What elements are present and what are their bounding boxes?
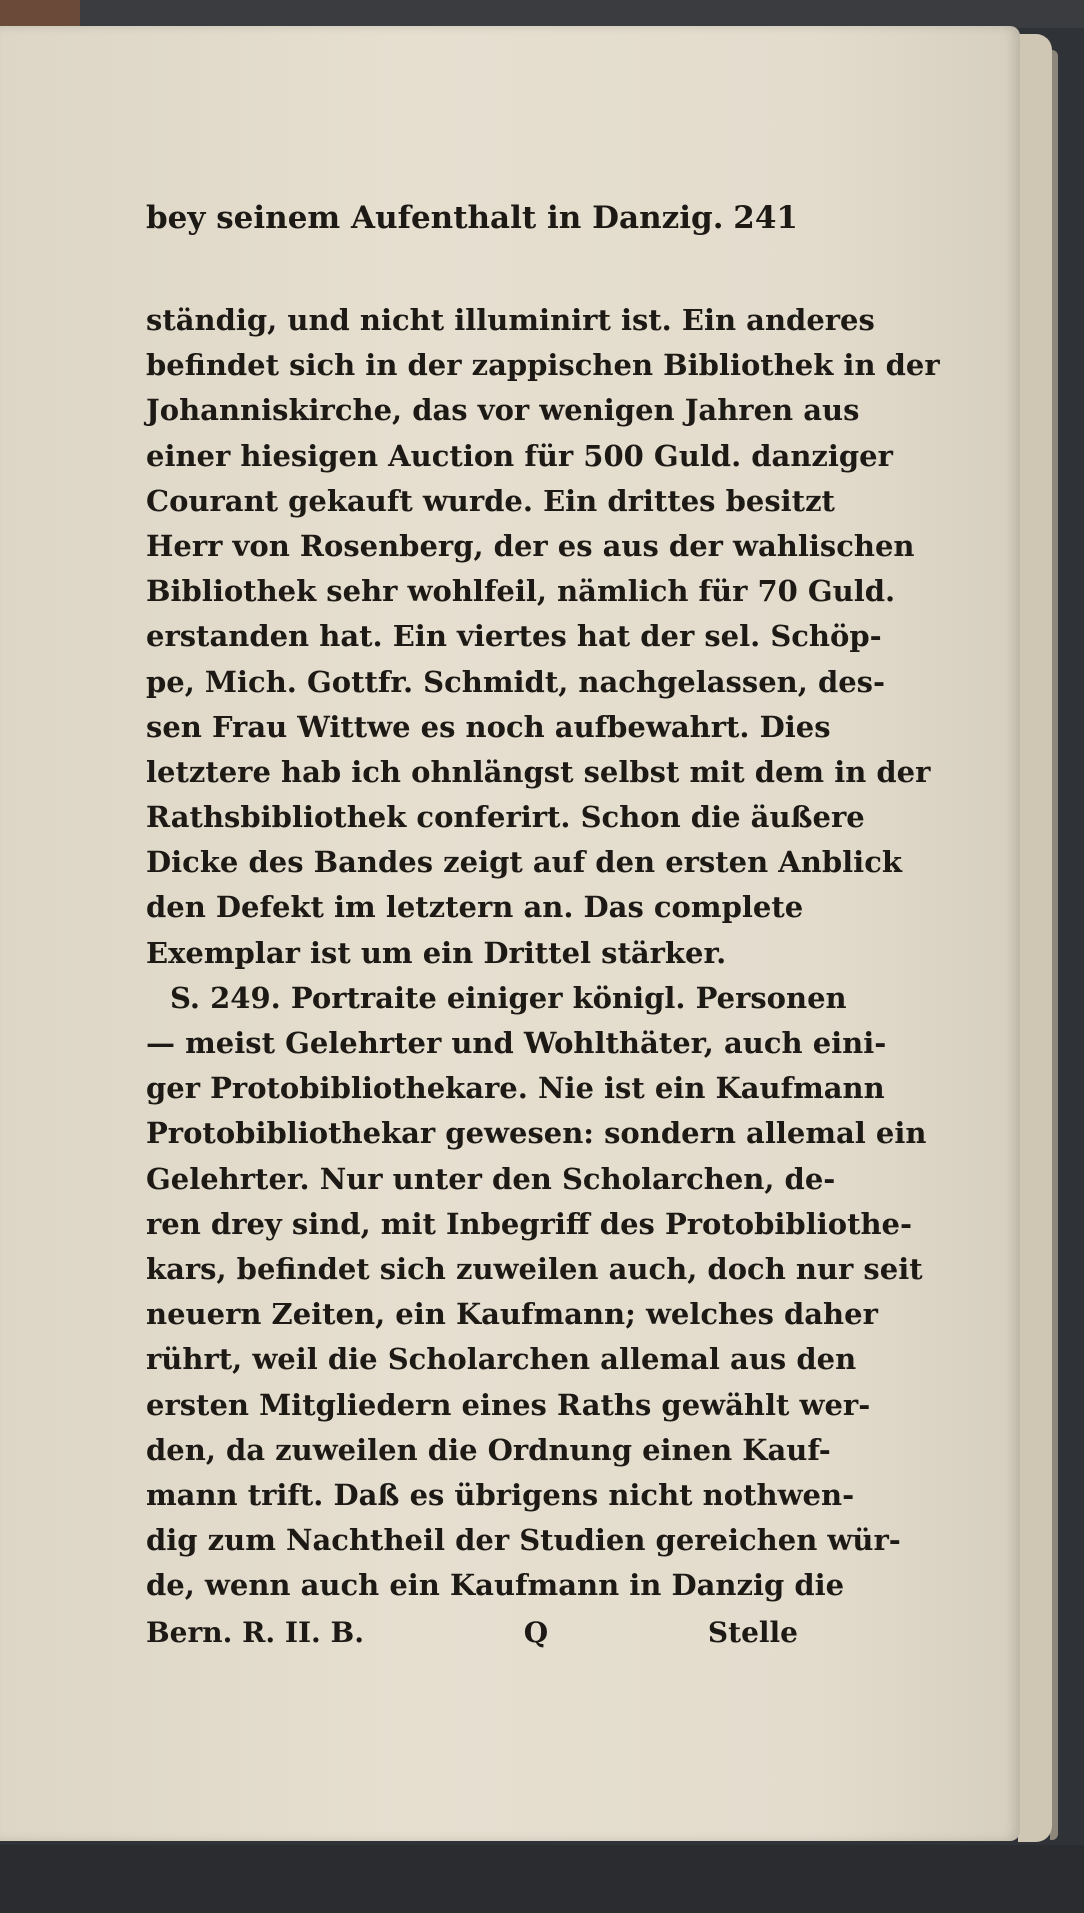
page-body-text	[146, 298, 940, 1608]
scanner-background-bottom	[0, 1845, 1084, 1913]
text-line: erstanden hat. Ein viertes hat der sel. Schöp-	[146, 619, 882, 654]
text-line: mann trift. Daß es übrigens nicht nothwen-	[146, 1477, 855, 1512]
gathering-letter: Q	[523, 1616, 549, 1649]
text-line: kars, befindet sich zuweilen auch, doch nur seit	[146, 1251, 923, 1286]
text-line: de, wenn auch ein Kaufmann in Danzig die	[146, 1568, 845, 1603]
text-line: Johanniskirche, das vor wenigen Jahren aus	[146, 393, 860, 428]
text-line: ger Protobibliothekare. Nie ist ein Kaufmann	[146, 1071, 885, 1106]
text-line: befindet sich in der zappischen Bibliothek in der	[146, 348, 940, 383]
text-line: — meist Gelehrter und Wohlthäter, auch eini-	[146, 1026, 887, 1060]
text-line: Protobibliothekar gewesen: sondern allemal ein	[146, 1116, 927, 1151]
text-line: ersten Mitgliedern eines Raths gewählt wer-	[146, 1387, 871, 1422]
page-number: 241	[733, 200, 798, 236]
text-line: ren drey sind, mit Inbegriff des Protobibliothe-	[146, 1206, 913, 1241]
text-line: Exemplar ist um ein Drittel stärker.	[146, 935, 727, 970]
text-line: Rathsbibliothek conferirt. Schon die äußere	[146, 800, 865, 835]
text-line: letztere hab ich ohnlängst selbst mit dem in der	[146, 754, 931, 789]
text-line: Herr von Rosenberg, der es aus der wahlischen	[146, 528, 915, 563]
text-line: einer hiesigen Auction für 500 Guld. danziger	[146, 438, 893, 473]
text-line: den, da zuweilen die Ordnung einen Kauf-	[146, 1432, 831, 1467]
text-line: den Defekt im letztern an. Das complete	[146, 890, 804, 925]
running-title: bey seinem Aufenthalt in Danzig.	[146, 200, 724, 236]
running-header	[146, 200, 798, 236]
text-line: Bibliothek sehr wohlfeil, nämlich für 70 Guld.	[146, 574, 896, 609]
text-line: neuern Zeiten, ein Kaufmann; welches daher	[146, 1297, 878, 1332]
text-line: sen Frau Wittwe es noch aufbewahrt. Dies	[146, 709, 831, 744]
text-line: pe, Mich. Gottfr. Schmidt, nachgelassen, des-	[146, 664, 886, 699]
text-line: ständig, und nicht illuminirt ist. Ein anderes	[146, 303, 875, 337]
text-line: S. 249. Portraite einiger königl. Personen	[170, 980, 847, 1015]
text-line: rührt, weil die Scholarchen allemal aus den	[146, 1342, 857, 1377]
page-footer	[146, 1616, 798, 1649]
text-line: dig zum Nachtheil der Studien gereichen wür-	[146, 1523, 901, 1558]
scanner-background-top	[0, 0, 1084, 28]
text-line: Dicke des Bandes zeigt auf den ersten Anblick	[146, 845, 902, 880]
text-line: Courant gekauft wurde. Ein drittes besitzt	[146, 483, 835, 518]
book-cover-edge	[0, 0, 80, 28]
catchword: Stelle	[707, 1616, 798, 1649]
page-stack-edge	[1018, 34, 1052, 1842]
signature-mark: Bern. R. II. B.	[146, 1616, 364, 1649]
text-line: Gelehrter. Nur unter den Scholarchen, de-	[146, 1161, 836, 1196]
